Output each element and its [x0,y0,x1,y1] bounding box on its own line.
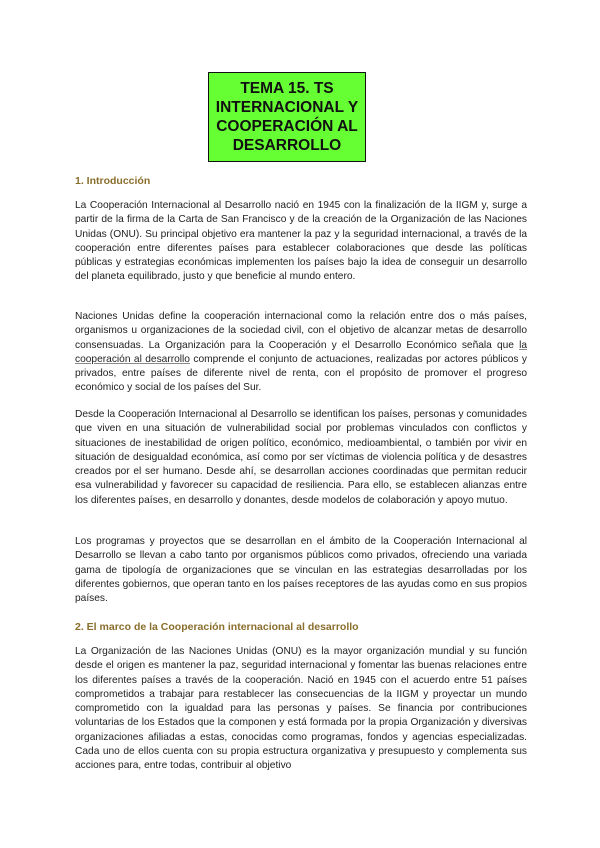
section-heading-2: 2. El marco de la Cooperación internacional al desarrollo [75,621,359,633]
paragraph-5: La Organización de las Naciones Unidas (ONU) es la mayor organización mundial y su función desde el origen es mantener la paz, seguridad internacional y fomentar las buenas relaciones entre los diferentes países a través de la cooperación. Nació en 1945 con el acuerdo entre 51 países comprometidos a trabajar para restablecer las consecuencias de la IIGM y proyectar un mundo comprometido con la igualdad para las personas y países. Se financia por contribuciones voluntarias de los Estados que la componen y está formada por la propia Organización y diversivas organizaciones afiliadas a estas, conocidas como programas, fondos y agencias especializadas. Cada uno de ellos cuenta con su propia estructura organizativa y presupuesto y complementa sus acciones para, entre todas, contribuir al objetivo [75,646,527,772]
title-box [208,72,366,162]
paragraph-3: Desde la Cooperación Internacional al Desarrollo se identifican los países, personas y comunidades que viven en una situación de vulnerabilidad social por problemas vinculados con conflictos y situaciones de inestabilidad de origen político, económico, medioambiental, o también por vivir en situación de desigualdad económica, así como por ser víctimas de violencia política y de desastres creados por el ser humano. Desde ahí, se desarrollan acciones coordinadas que permitan reducir esa vulnerabilidad y favorecer su capacidad de resiliencia. Para ello, se establecen alianzas entre los diferentes países, en desarrollo y donantes, desde modelos de colaboración y apoyo mutuo. [75,409,527,506]
paragraph-2-text-a: Naciones Unidas define la cooperación internacional como la relación entre dos o más países, organismos u organizaciones de la sociedad civil, con el objetivo de alcanzar metas de desarrollo consensuadas. La Organización para la Cooperación y el Desarrollo Económico señala que [75,311,527,351]
cooperation-link[interactable]: la cooperación al desarrollo [75,339,527,365]
paragraph-4: Los programas y proyectos que se desarrollan en el ámbito de la Cooperación Internacional al Desarrollo se llevan a cabo tanto por organismos públicos como privados, ofreciendo una variada gama de tipología de organizaciones que se vinculan en las estrategias desarrolladas por los diferentes gobiernos, que operan tanto en los países receptores de las ayudas como en sus propios países. [75,536,527,605]
section-heading-1: 1. Introducción [75,175,151,187]
paragraph-2-text-b: comprende el conjunto de actuaciones, realizadas por actores públicos y privados, entre países de diferente nivel de renta, con el propósito de promover el progreso económico y social de los países del Sur. [75,353,527,394]
paragraph-2 [75,310,527,396]
page-title: TEMA 15. TS INTERNACIONAL Y COOPERACIÓN AL DESARROLLO [215,80,359,154]
paragraph-1: La Cooperación Internacional al Desarrollo nació en 1945 con la finalización de la IIGM y, surge a partir de la firma de la Carta de San Francisco y de la creación de la Organización de las Naciones Unidas (ONU). Su principal objetivo era mantener la paz y la seguridad internacional, a través de la cooperación entre diferentes países para establecer colaboraciones que desde las políticas públicas y estrategias económicas implementen los países bajo la idea de conseguir un desarrollo del planeta equilibrado, justo y que beneficie al mundo entero. [75,200,527,283]
